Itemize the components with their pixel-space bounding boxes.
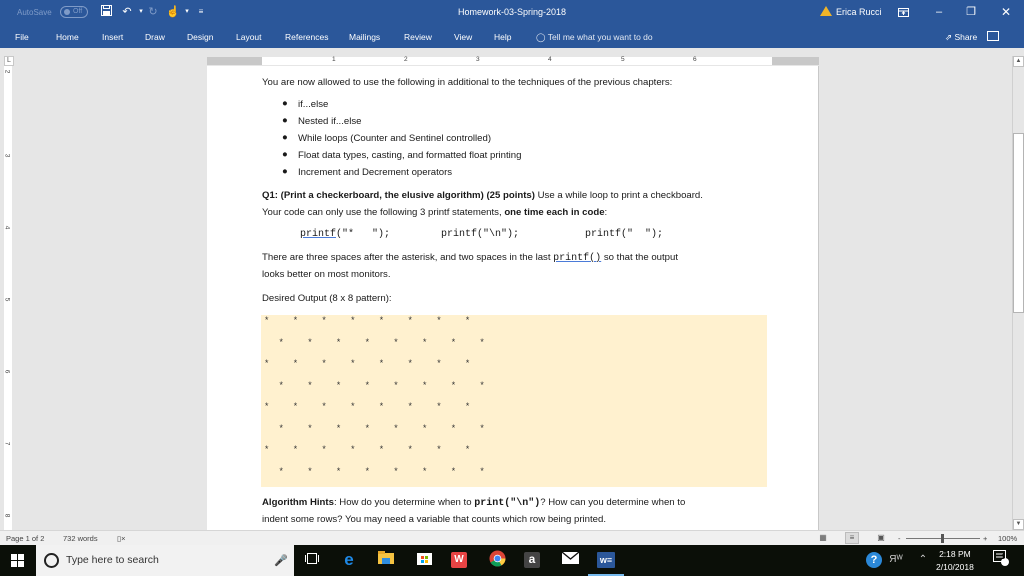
pattern-star: * [335,337,342,348]
bullet-icon: ● [282,132,288,143]
q1-text: Use a while loop to print a checkboard. [534,190,703,201]
document-page[interactable] [207,66,819,530]
comments-icon[interactable] [987,31,999,41]
autosave-label: AutoSave [17,8,52,17]
pattern-star: * [335,466,342,477]
pattern-star: * [393,423,399,434]
notification-count: 1 [1001,554,1005,561]
tab-home[interactable]: Home [56,32,79,42]
pattern-star: * [292,359,299,369]
pattern-star: * [307,337,313,348]
code-args: ("* "); [336,229,391,240]
edge-icon[interactable]: e [344,550,354,569]
pattern-star: * [278,380,284,391]
pattern-star: * [321,316,327,326]
pattern-star: * [278,423,284,434]
people-icon[interactable]: Яᵂ [889,554,903,565]
title-bar [0,0,1024,26]
windows-logo-icon [11,554,24,567]
pattern-star: * [422,423,428,434]
pattern-star: * [378,445,385,455]
autosave-toggle[interactable]: Off [60,6,88,18]
word-taskbar-icon[interactable]: w≡ [597,552,615,568]
microphone-icon[interactable]: 🎤 [274,555,288,567]
code-printf-newline: printf("\n"); [441,229,520,240]
pattern-star: * [321,402,327,412]
vertical-scrollbar[interactable] [1012,56,1023,530]
zoom-out-button[interactable]: - [898,534,901,543]
pattern-star: * [436,316,442,326]
ruler-mark: 5 [3,297,11,302]
tab-view[interactable]: View [454,32,473,42]
word-count[interactable]: 732 words [63,534,98,543]
share-button[interactable] [945,32,977,43]
spacing-note [262,249,678,267]
pattern-star: * [464,316,471,326]
ruler-mark: 6 [693,56,697,63]
q1-instructions-bold: one time each in code [504,207,605,218]
bullet-item: if...else [298,99,329,110]
tab-references[interactable]: References [285,32,329,42]
chrome-icon[interactable] [487,550,507,570]
algorithm-hints-line2: indent some rows? You may need a variable that counts which row being printed. [262,514,606,525]
amazon-icon[interactable]: a [524,552,540,568]
ruler-mark: 7 [3,441,11,446]
hints-label: Algorithm Hints [262,497,334,508]
clock-time: 2:18 PM [939,549,971,559]
pattern-star: * [307,423,313,434]
tab-help[interactable]: Help [494,32,512,42]
help-tray-icon[interactable]: ? [866,552,882,568]
pattern-star: * [264,445,270,455]
q1-heading [262,187,703,204]
pattern-star: * [335,380,342,391]
pattern-star: * [436,402,442,412]
show-hidden-icons[interactable]: ⌃ [918,554,928,565]
pattern-star: * [292,402,299,412]
pattern-star: * [450,380,457,391]
tab-design[interactable]: Design [187,32,214,42]
pattern-star: * [436,445,442,455]
ribbon-tabs [0,26,1024,48]
tab-layout[interactable]: Layout [236,32,262,42]
pattern-star: * [350,445,356,455]
search-placeholder: Type here to search [66,554,159,566]
cortana-icon [44,553,59,568]
pattern-star: * [422,380,428,391]
scroll-down-icon[interactable]: ▼ [1013,519,1024,530]
ruler-mark: 6 [3,369,11,374]
pattern-star: * [278,466,284,477]
page-count[interactable]: Page 1 of 2 [6,534,45,543]
pattern-star: * [479,423,485,434]
q1-instructions [262,204,607,221]
pattern-star: * [479,337,485,348]
ruler-mark: 5 [621,56,625,63]
scroll-thumb[interactable] [1013,133,1024,313]
algorithm-hints [262,494,685,512]
zoom-in-button[interactable]: + [983,534,988,543]
user-account[interactable] [820,6,882,17]
share-icon: ⇗ [945,32,953,42]
pattern-star: * [436,359,442,369]
document-title: Homework-03-Spring-2018 [457,7,567,17]
pattern-star: * [378,402,385,412]
share-label: Share [954,32,978,42]
restore-button[interactable]: ❐ [966,6,976,18]
task-view-icon[interactable] [302,550,322,570]
lightbulb-icon: ◯ [536,32,546,42]
pattern-star: * [350,359,356,369]
code-fn: printf [300,229,337,240]
pattern-star: * [321,445,327,455]
tell-me-placeholder: Tell me what you want to do [547,32,653,42]
touch-dropdown-icon[interactable]: ▾ [185,8,189,15]
zoom-level[interactable]: 100% [998,534,1018,543]
status-bar [0,530,1024,545]
pattern-star: * [321,359,327,369]
pattern-star: * [364,466,370,477]
pattern-star: * [464,359,471,369]
file-explorer-icon[interactable] [376,550,396,570]
ruler-mark: 3 [476,56,480,63]
bullet-item: Nested if...else [298,116,362,127]
intro-paragraph: You are now allowed to use the following in additional to the techniques of the previous chapters: [262,77,673,88]
user-name: Erica Rucci [836,7,882,17]
pattern-star: * [264,402,270,412]
q1-title: Q1: (Print a checkerboard, the elusive algorithm) (25 points) [262,190,535,201]
bullet-icon: ● [282,115,288,126]
web-layout-icon[interactable]: ▣ [877,533,885,542]
pattern-star: * [450,423,457,434]
q1-instructions-colon: : [604,207,608,218]
bullet-icon: ● [282,98,288,109]
pattern-star: * [278,337,284,348]
pattern-star: * [378,359,385,369]
action-center-icon[interactable] [991,550,1011,570]
taskbar-search[interactable] [36,545,294,576]
proofing-icon[interactable]: ▯× [117,534,126,543]
pattern-star: * [393,466,399,477]
pattern-star: * [364,380,370,391]
pattern-star: * [393,380,399,391]
note-code: printf() [553,253,602,264]
pattern-star: * [479,466,485,477]
ruler-mark: 4 [3,225,11,230]
pattern-star: * [450,466,457,477]
tab-selector[interactable]: L [4,56,14,66]
clock-date: 2/10/2018 [936,562,974,572]
note-text-end: so that the output [601,252,678,263]
bullet-item: Increment and Decrement operators [298,167,453,178]
store-icon[interactable] [414,550,434,570]
tell-me-search[interactable] [536,32,653,43]
desired-output-label: Desired Output (8 x 8 pattern): [262,293,392,304]
tab-review[interactable]: Review [404,32,432,42]
pattern-star: * [307,466,313,477]
pattern-star: * [364,423,370,434]
minimize-button[interactable]: – [935,6,943,18]
hints-text: : How do you determine when to [333,497,475,508]
hints-text-end: ? How can you determine when to [540,497,686,508]
tab-mailings[interactable]: Mailings [349,32,381,42]
scroll-up-icon[interactable]: ▲ [1013,56,1024,67]
touch-mode-icon[interactable]: ☝ [166,6,180,18]
ruler-mark: 1 [332,56,336,63]
horizontal-ruler[interactable] [207,57,819,65]
tab-file[interactable]: File [15,32,29,42]
pattern-star: * [364,337,370,348]
undo-icon[interactable]: ↶ [122,6,132,18]
pattern-star: * [264,316,270,326]
pattern-star: * [407,316,413,326]
pattern-star: * [450,337,457,348]
pattern-star: * [350,402,356,412]
windows-taskbar [0,545,1024,576]
pattern-star: * [407,445,413,455]
pattern-star: * [335,423,342,434]
bullet-item: Float data types, casting, and formatted float printing [298,150,522,161]
system-clock[interactable] [936,548,974,574]
warning-icon [820,6,832,16]
pattern-star: * [393,337,399,348]
ruler-mark: 2 [3,69,11,74]
hints-code: print("\n") [474,498,541,509]
ruler-mark: 2 [404,56,408,63]
ruler-mark: 8 [3,513,11,518]
spacing-note-line2: looks better on most monitors. [262,269,391,280]
bullet-item: While loops (Counter and Sentinel controlled) [298,133,492,144]
pattern-star: * [292,316,299,326]
ruler-mark: 3 [3,153,11,158]
tab-draw[interactable]: Draw [145,32,165,42]
close-button[interactable]: ✕ [1000,5,1012,19]
bullet-icon: ● [282,149,288,160]
pattern-star: * [307,380,313,391]
wps-office-icon[interactable]: W [451,552,467,568]
mail-icon[interactable] [560,550,580,570]
redo-icon[interactable]: ↻ [148,6,158,18]
undo-dropdown-icon[interactable]: ▾ [139,8,143,15]
note-text: There are three spaces after the asterisk, and two spaces in the last [262,252,554,263]
start-button[interactable] [0,545,36,576]
customize-qat-icon[interactable]: ≡ [198,7,204,16]
left-margin-area [207,57,262,65]
ruler-mark: 4 [548,56,552,63]
pattern-star: * [350,316,356,326]
pattern-star: * [407,402,413,412]
pattern-star: * [464,402,471,412]
pattern-star: * [407,359,413,369]
code-printf-star [300,226,390,243]
q1-instructions-text: Your code can only use the following 3 printf statements, [262,207,505,218]
vertical-ruler[interactable] [4,66,12,530]
pattern-star: * [422,466,428,477]
print-layout-icon[interactable]: ≡ [845,532,859,544]
bullet-icon: ● [282,166,288,177]
pattern-star: * [479,380,485,391]
zoom-slider-thumb[interactable] [941,534,944,543]
code-printf-space: printf(" "); [585,229,664,240]
pattern-star: * [292,445,299,455]
pattern-star: * [264,359,270,369]
tab-insert[interactable]: Insert [102,32,124,42]
desired-output-pattern [261,315,767,487]
pattern-star: * [378,316,385,326]
ribbon-display-options-icon[interactable] [888,0,918,26]
right-margin-area [772,57,819,65]
pattern-star: * [464,445,471,455]
read-mode-icon[interactable]: ▦ [819,533,827,542]
pattern-star: * [422,337,428,348]
